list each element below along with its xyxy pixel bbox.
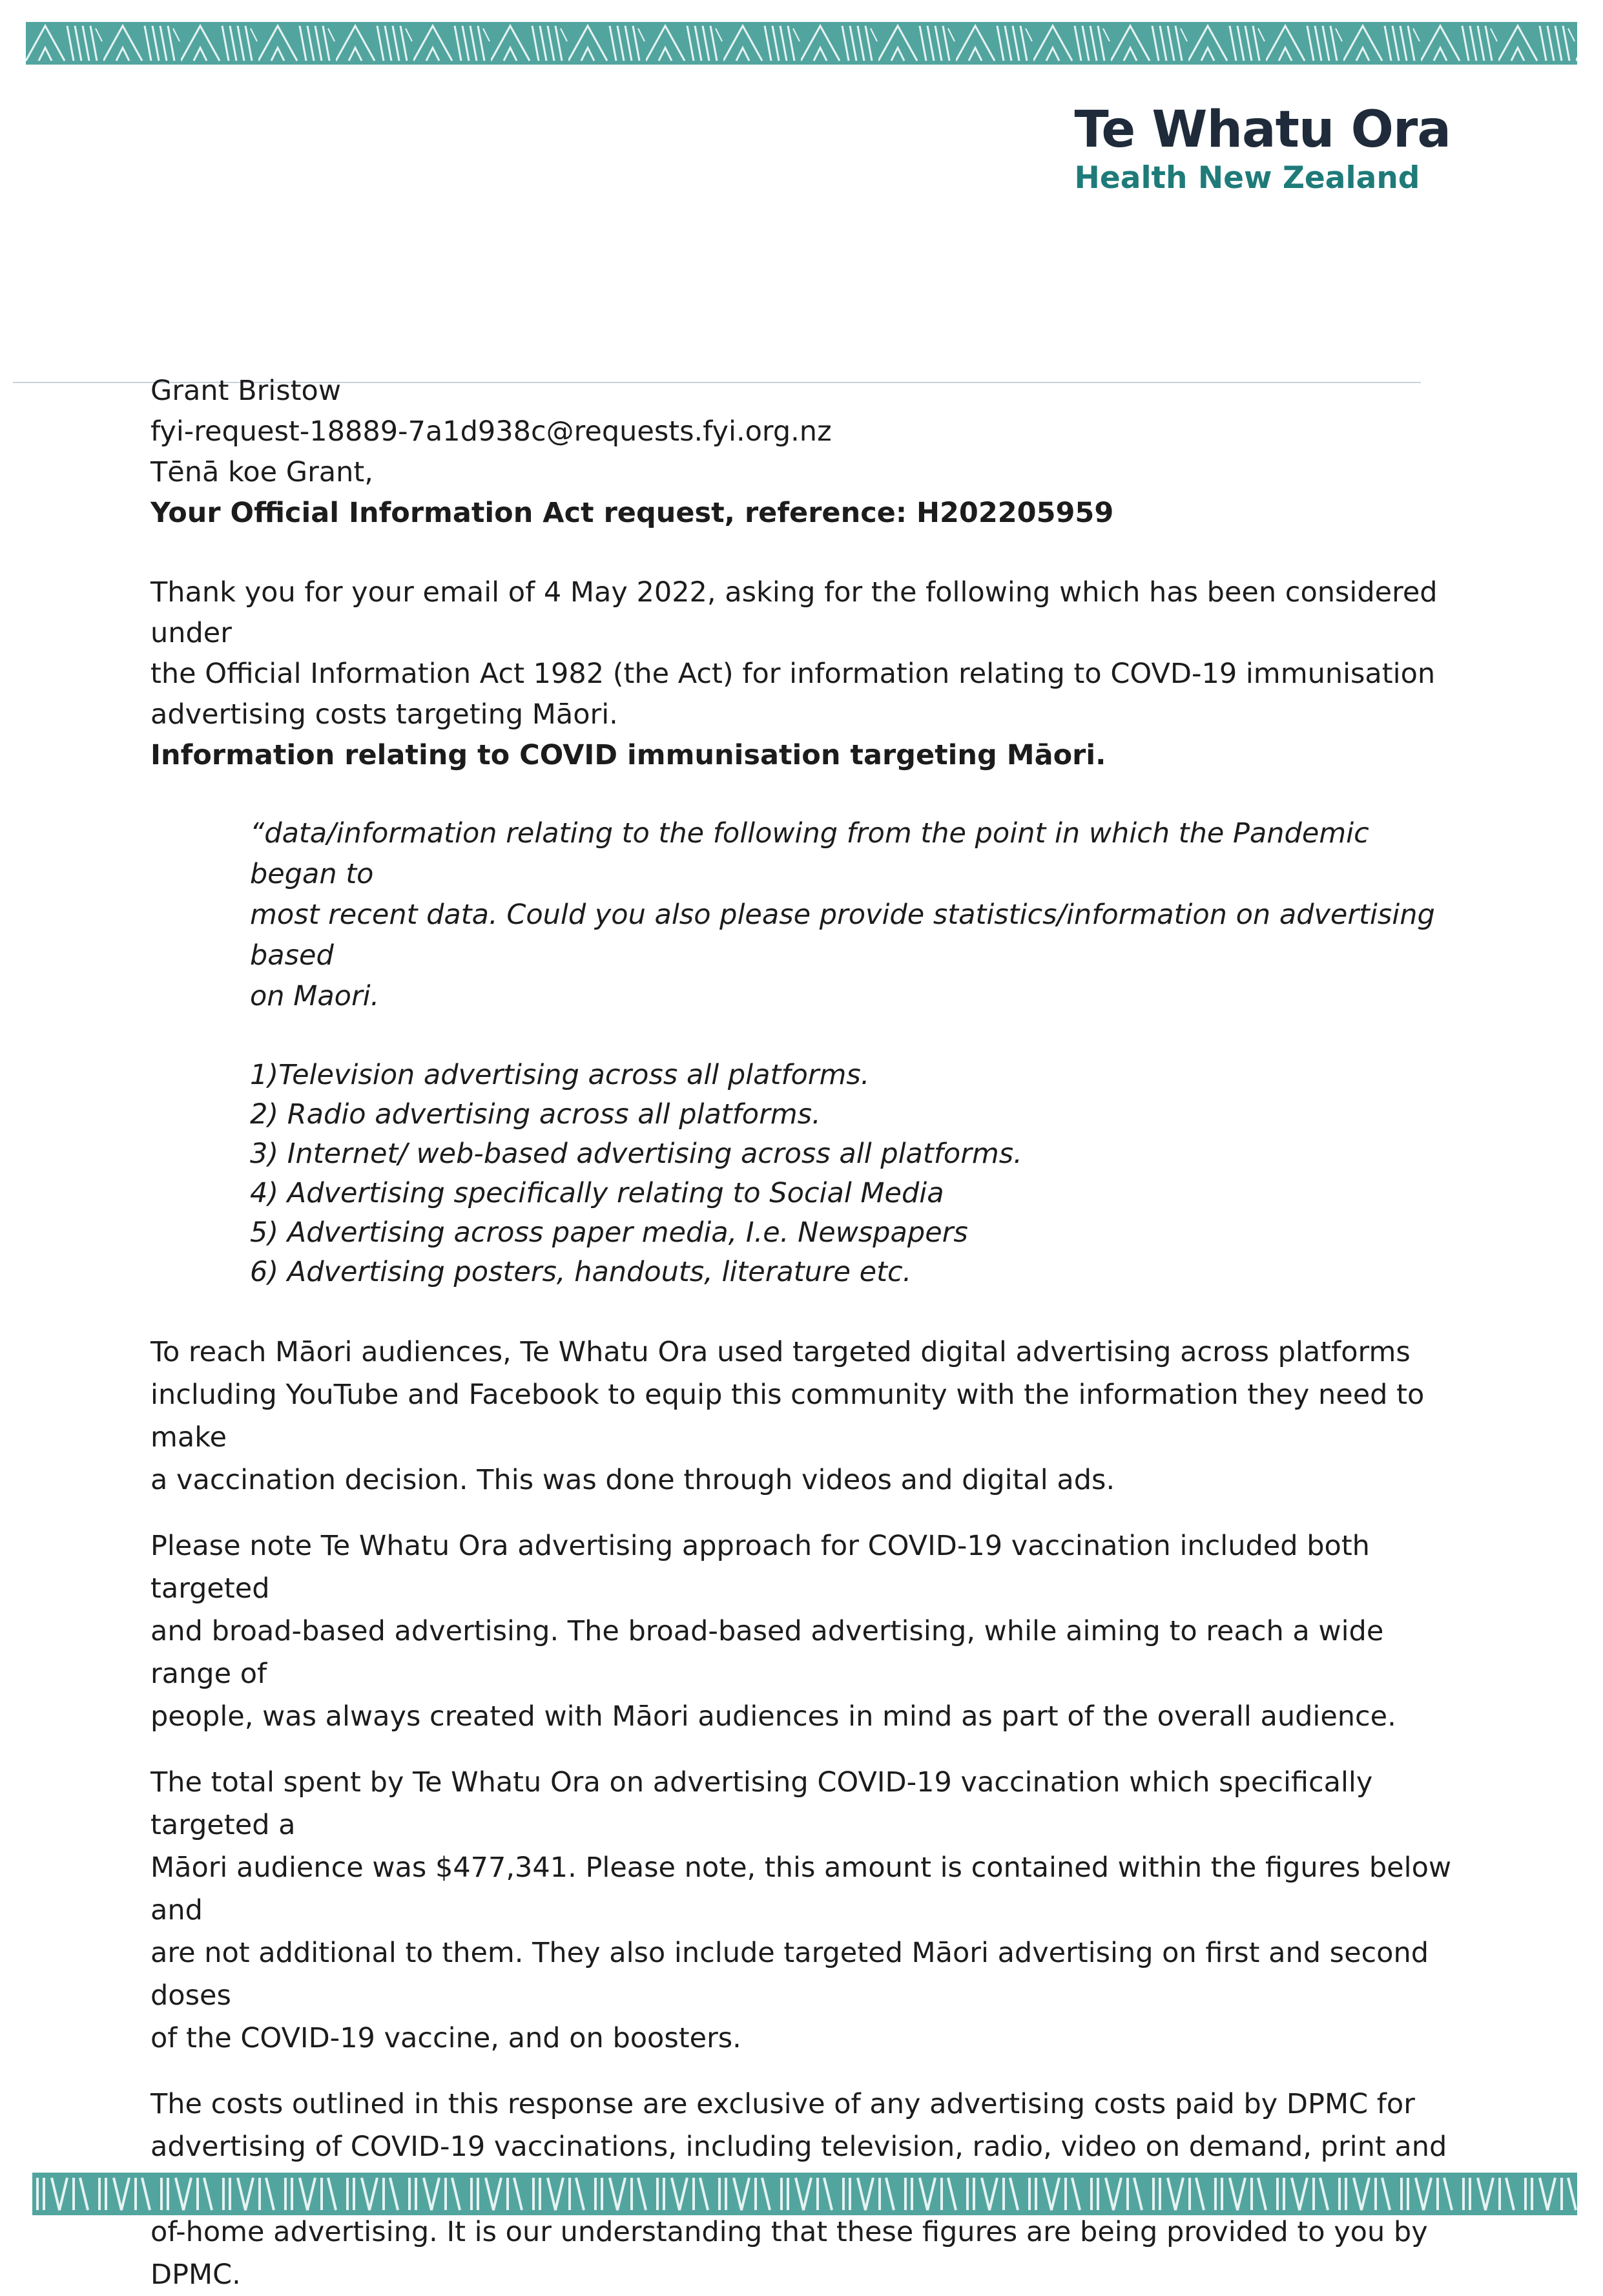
quote-list-item: 6) Advertising posters, handouts, literature etc. (250, 1256, 912, 1288)
paragraph-line: of the COVID-19 vaccine, and on boosters. (150, 2022, 741, 2054)
organization-logo (1074, 101, 1451, 196)
recipient-block (150, 371, 1468, 452)
paragraph-line: and broad-based advertising. The broad-based advertising, while aiming to reach a wide range of (150, 1615, 1384, 1690)
quote-list-item: 4) Advertising specifically relating to Social Media (250, 1177, 944, 1209)
header-pattern (26, 22, 1577, 65)
paragraph-line: Please note Te Whatu Ora advertising approach for COVID-19 vaccination included both targeted (150, 1530, 1370, 1605)
intro-line: Thank you for your email of 4 May 2022, asking for the following which has been considered under (150, 576, 1438, 649)
paragraph-line: The costs outlined in this response are exclusive of any advertising costs paid by DPMC for (150, 2088, 1415, 2120)
quote-line: most recent data. Could you also please provide statistics/information on advertising based (250, 899, 1435, 972)
paragraph-line: The total spent by Te Whatu Ora on advertising COVID-19 vaccination which specifically targeted a (150, 1766, 1373, 1841)
intro-line: the Official Information Act 1982 (the Act) for information relating to COVD-19 immunisation (150, 658, 1436, 690)
footer-pattern (32, 2173, 1577, 2215)
quoted-request (250, 813, 1464, 1292)
paragraph-line: people, was always created with Māori audiences in mind as part of the overall audience. (150, 1700, 1396, 1733)
subject-line: Your Official Information Act request, reference: H202205959 (150, 497, 1114, 529)
body-paragraph (150, 1331, 1468, 1501)
paragraph-line: Māori audience was $477,341. Please note, this amount is contained within the figures below and (150, 1852, 1452, 1926)
letter-body (150, 371, 1468, 2296)
paragraph-line: a vaccination decision. This was done through videos and digital ads. (150, 1464, 1115, 1496)
logo-subtitle: Health New Zealand (1074, 160, 1420, 196)
quote-list-item: 5) Advertising across paper media, I.e. Newspapers (250, 1216, 968, 1249)
paragraph-line: are not additional to them. They also include targeted Māori advertising on first and second doses (150, 1937, 1429, 2012)
body-paragraph (150, 1525, 1468, 1738)
paragraph-line: of-home advertising. It is our understanding that these figures are being provided to you by DPMC. (150, 2216, 1428, 2291)
quote-list-item: 3) Internet/ web-based advertising across all platforms. (250, 1138, 1022, 1170)
recipient-name: Grant Bristow (150, 375, 341, 407)
header-pattern-band (26, 22, 1577, 65)
quote-list-item: 2) Radio advertising across all platforms. (250, 1098, 821, 1131)
intro-line: advertising costs targeting Māori. (150, 698, 618, 731)
intro-paragraph (150, 572, 1468, 735)
recipient-email: fyi-request-18889-7a1d938c@requests.fyi.org.nz (150, 415, 832, 448)
quote-list-item: 1)Television advertising across all platforms. (250, 1059, 870, 1091)
paragraph-line: To reach Māori audiences, Te Whatu Ora used targeted digital advertising across platforms (150, 1336, 1411, 1368)
paragraph-line: including YouTube and Facebook to equip this community with the information they need to make (150, 1379, 1425, 1454)
greeting: Tēnā koe Grant, (150, 456, 373, 488)
paragraph-line: advertising of COVID-19 vaccinations, including television, radio, video on demand, print and (150, 2131, 1447, 2163)
footer-pattern-band (32, 2173, 1577, 2215)
body-paragraph (150, 1761, 1468, 2060)
quote-line: “data/information relating to the following from the point in which the Pandemic began to (250, 817, 1369, 890)
logo-title: Te Whatu Ora (1074, 101, 1451, 159)
quote-line: on Maori. (250, 980, 380, 1012)
quote-list (250, 1056, 1464, 1292)
section-heading: Information relating to COVID immunisation targeting Māori. (150, 739, 1106, 771)
